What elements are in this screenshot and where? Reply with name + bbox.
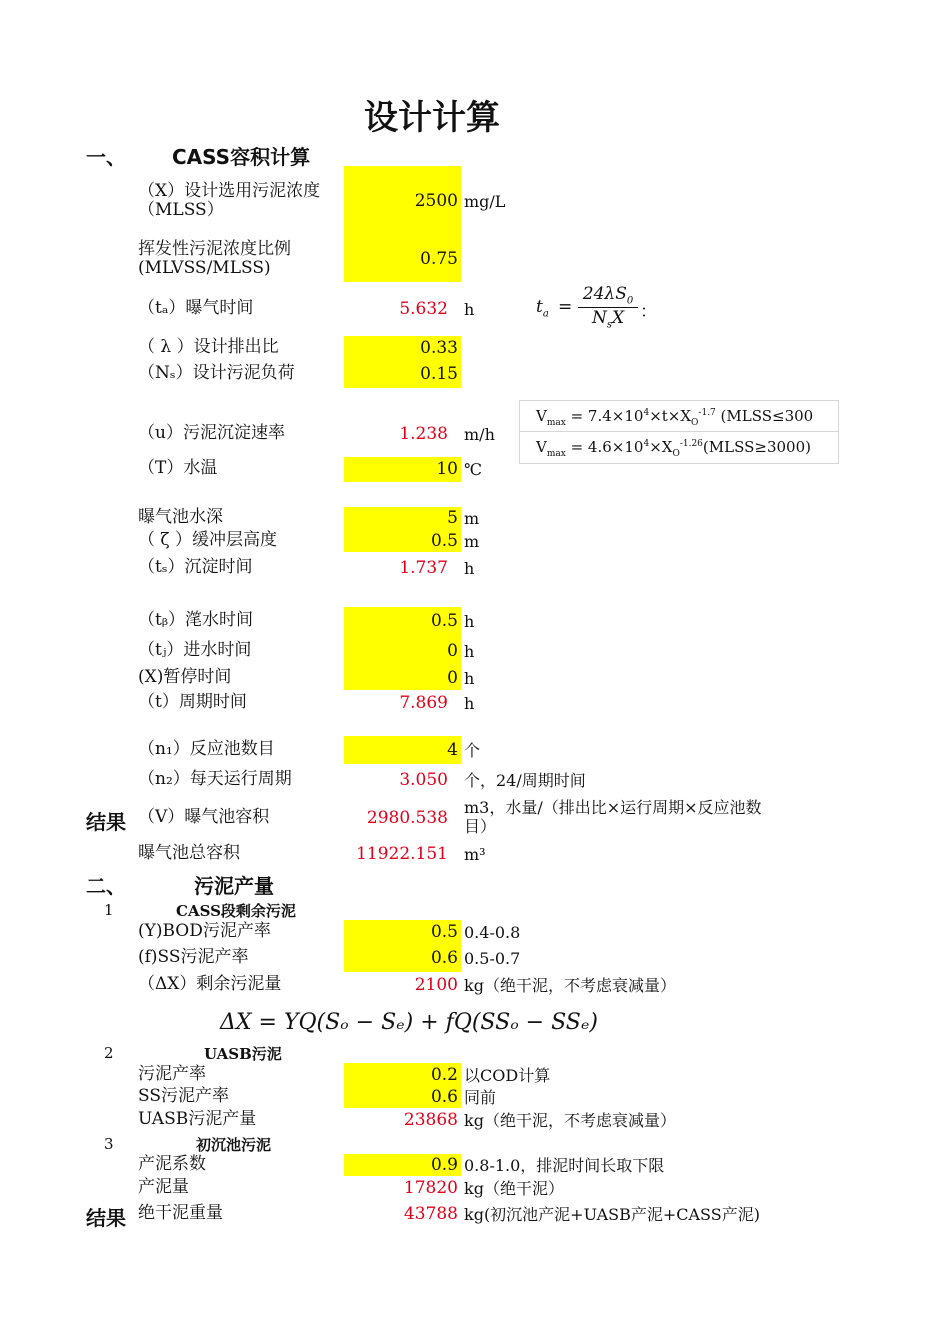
label-mlvss-ratio: 挥发性污泥浓度比例(MLVSS/MLSS) xyxy=(138,239,291,278)
unit-settling-velocity: m/h xyxy=(464,425,495,444)
value-water-temp[interactable]: 10 xyxy=(436,459,458,479)
value-excess-sludge: 2100 xyxy=(414,975,458,995)
label-uasb-ss: SS污泥产率 xyxy=(138,1086,229,1106)
label-aeration-time: （tₐ）曝气时间 xyxy=(138,298,254,318)
value-aeration-time: 5.632 xyxy=(399,299,448,319)
value-dry-sludge-total: 43788 xyxy=(403,1204,458,1224)
unit-cycle-time: h xyxy=(464,694,475,713)
value-buffer-height[interactable]: 0.5 xyxy=(430,531,458,551)
value-sludge-amount: 17820 xyxy=(403,1178,458,1198)
section-number: 一、 xyxy=(86,145,126,169)
unit-water-depth: m xyxy=(464,509,480,528)
unit-excess-sludge: kg（绝干泥，不考虑衰减量） xyxy=(464,976,676,995)
unit-mlss: mg/L xyxy=(464,192,506,211)
formula-settling-velocity: $V_{max} = 7.4\times 10^4\times t\times X_O^{-1.7}$ (MLSS≤300 $V_{max}$ = $4.6\times 10^4\times X_O^{-1.26}(MLSS\ge 3000)$ xyxy=(519,400,839,464)
label-idle-time: (X)暂停时间 xyxy=(138,667,232,687)
unit-uasb-production: kg（绝干泥，不考虑衰减量） xyxy=(464,1111,676,1130)
value-reactor-count[interactable]: 4 xyxy=(447,740,458,760)
value-ss-yield[interactable]: 0.6 xyxy=(430,948,458,968)
value-uasb-ss[interactable]: 0.6 xyxy=(430,1087,458,1107)
value-exchange-ratio[interactable]: 0.33 xyxy=(420,338,458,358)
unit-uasb-ss: 同前 xyxy=(464,1088,497,1107)
page-title: 设计计算 xyxy=(364,98,500,138)
label-fill-time: （tⱼ）进水时间 xyxy=(138,640,252,660)
unit-reactor-count: 个 xyxy=(464,741,481,760)
value-settling-velocity: 1.238 xyxy=(399,424,448,444)
label-exchange-ratio: （ λ ）设计排出比 xyxy=(138,337,279,357)
label-settling-velocity: （u）污泥沉淀速率 xyxy=(138,423,285,443)
unit-idle-time: h xyxy=(464,669,475,688)
label-cycle-time: （t）周期时间 xyxy=(138,692,247,712)
label-sludge-amount: 产泥量 xyxy=(138,1177,189,1197)
subsection-title: CASS段剩余污泥 xyxy=(176,902,296,920)
label-total-volume: 曝气池总容积 xyxy=(138,843,240,863)
value-decant-time[interactable]: 0.5 xyxy=(430,611,458,631)
subsection-number: 1 xyxy=(104,901,114,919)
unit-dry-sludge-total: kg(初沉池产泥+UASB产泥+CASS产泥) xyxy=(464,1205,760,1224)
unit-ss-yield: 0.5-0.7 xyxy=(464,949,521,968)
label-reactor-count: （n₁）反应池数目 xyxy=(138,739,275,759)
label-decant-time: （tᵦ）滗水时间 xyxy=(138,610,254,630)
value-cycle-time: 7.869 xyxy=(399,693,448,713)
unit-water-temp: ℃ xyxy=(464,460,482,479)
unit-buffer-height: m xyxy=(464,532,480,551)
value-fill-time[interactable]: 0 xyxy=(447,641,458,661)
value-uasb-rate[interactable]: 0.2 xyxy=(430,1065,458,1085)
subsection-number: 3 xyxy=(104,1135,114,1153)
unit-fill-time: h xyxy=(464,642,475,661)
subsection-title: 初沉池污泥 xyxy=(196,1136,272,1154)
value-mlvss-ratio[interactable]: 0.75 xyxy=(420,249,458,269)
label-dry-sludge-total: 绝干泥重量 xyxy=(138,1203,223,1223)
unit-sludge-coef: 0.8-1.0，排泥时间长取下限 xyxy=(464,1156,665,1175)
value-water-depth[interactable]: 5 xyxy=(447,508,458,528)
value-uasb-production: 23868 xyxy=(403,1110,458,1130)
value-bod-yield[interactable]: 0.5 xyxy=(430,922,458,942)
label-excess-sludge: （ΔX）剩余污泥量 xyxy=(138,974,282,994)
value-tank-volume: 2980.538 xyxy=(366,808,448,828)
unit-bod-yield: 0.4-0.8 xyxy=(464,923,521,942)
label-sludge-coef: 产泥系数 xyxy=(138,1154,206,1174)
value-mlss[interactable]: 2500 xyxy=(414,191,458,211)
label-daily-cycles: （n₂）每天运行周期 xyxy=(138,769,292,789)
value-daily-cycles: 3.050 xyxy=(399,770,448,790)
value-idle-time[interactable]: 0 xyxy=(447,668,458,688)
value-settling-time: 1.737 xyxy=(399,558,448,578)
label-sludge-load: （Nₛ）设计污泥负荷 xyxy=(138,363,295,383)
unit-daily-cycles: 个，24/周期时间 xyxy=(464,771,586,790)
label-buffer-height: （ ζ ）缓冲层高度 xyxy=(138,530,278,550)
unit-tank-volume: m3，水量/（排出比×运行周期×反应池数目） xyxy=(464,798,762,836)
value-total-volume: 11922.151 xyxy=(356,844,448,864)
formula-excess-sludge: ΔX = YQ(Sₒ − Sₑ) + fQ(SSₒ − SSₑ) xyxy=(220,1010,598,1035)
result-label: 结果 xyxy=(86,1206,126,1230)
unit-total-volume: m³ xyxy=(464,845,486,864)
subsection-title: UASB污泥 xyxy=(204,1045,282,1063)
value-sludge-coef[interactable]: 0.9 xyxy=(430,1155,458,1175)
label-uasb-rate: 污泥产率 xyxy=(138,1064,206,1084)
label-uasb-production: UASB污泥产量 xyxy=(138,1109,257,1129)
unit-aeration-time: h xyxy=(464,300,475,319)
unit-decant-time: h xyxy=(464,612,475,631)
result-label: 结果 xyxy=(86,810,126,834)
label-ss-yield: (f)SS污泥产率 xyxy=(138,947,249,967)
section-title: CASS容积计算 xyxy=(172,145,311,169)
label-water-depth: 曝气池水深 xyxy=(138,507,223,527)
label-bod-yield: (Y)BOD污泥产率 xyxy=(138,921,271,941)
unit-uasb-rate: 以COD计算 xyxy=(464,1066,551,1085)
subsection-number: 2 xyxy=(104,1044,114,1062)
label-tank-volume: （V）曝气池容积 xyxy=(138,807,270,827)
unit-sludge-amount: kg（绝干泥） xyxy=(464,1179,564,1198)
label-water-temp: （T）水温 xyxy=(138,458,218,478)
label-mlss: （X）设计选用污泥浓度（MLSS） xyxy=(138,181,321,220)
section-title: 污泥产量 xyxy=(194,874,274,898)
value-sludge-load[interactable]: 0.15 xyxy=(420,364,458,384)
unit-settling-time: h xyxy=(464,559,475,578)
label-settling-time: （tₛ）沉淀时间 xyxy=(138,557,253,577)
section-number: 二、 xyxy=(86,874,126,898)
